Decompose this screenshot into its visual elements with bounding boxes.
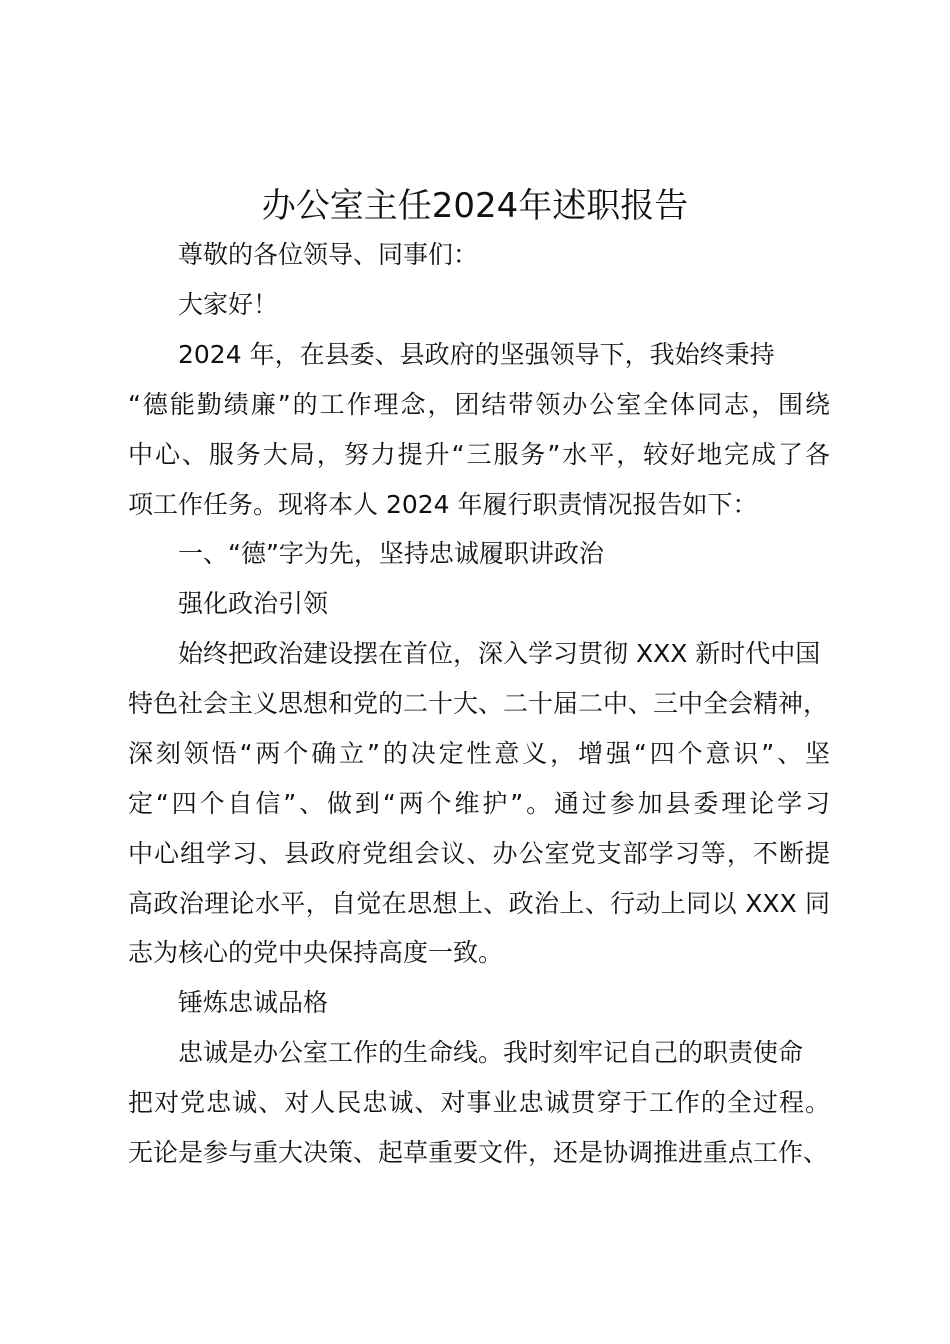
section-heading: 一、“德”字为先，坚持忠诚履职讲政治 [178,539,604,568]
salutation: 尊敬的各位领导、同事们： [178,240,479,269]
paragraph-line: 特色社会主义思想和党的二十大、二十届二中、三中全会精神， [128,689,829,718]
paragraph-line: 始终把政治建设摆在首位，深入学习贯彻 XXX 新时代中国 [178,639,821,668]
greeting: 大家好！ [178,290,279,319]
paragraph-line: 志为核心的党中央保持高度一致。 [128,938,504,967]
subsection-heading: 强化政治引领 [178,589,329,618]
paragraph-line: 2024 年，在县委、县政府的坚强领导下，我始终秉持 [178,340,775,369]
subsection-heading: 锤炼忠诚品格 [178,988,329,1017]
paragraph-line: 项工作任务。现将本人 2024 年履行职责情况报告如下： [128,490,758,519]
document-title: 办公室主任2024年述职报告 [261,186,689,226]
paragraph-line: 中心组学习、县政府党组会议、办公室党支部学习等，不断提 [128,839,830,868]
paragraph-line: 把对党忠诚、对人民忠诚、对事业忠诚贯穿于工作的全过程。 [128,1088,830,1117]
paragraph-line: 深刻领悟“两个确立”的决定性意义，增强“四个意识”、坚 [128,739,830,768]
paragraph-line: 高政治理论水平，自觉在思想上、政治上、行动上同以 XXX 同 [128,889,830,918]
paragraph-line: 定“四个自信”、做到“两个维护”。通过参加县委理论学习 [128,789,830,818]
paragraph-line: “德能勤绩廉”的工作理念，团结带领办公室全体同志，围绕 [128,390,830,419]
paragraph-line: 无论是参与重大决策、起草重要文件，还是协调推进重点工作、 [128,1138,829,1167]
paragraph-line: 忠诚是办公室工作的生命线。我时刻牢记自己的职责使命 [178,1038,804,1067]
paragraph-line: 中心、服务大局，努力提升“三服务”水平，较好地完成了各 [128,440,830,469]
